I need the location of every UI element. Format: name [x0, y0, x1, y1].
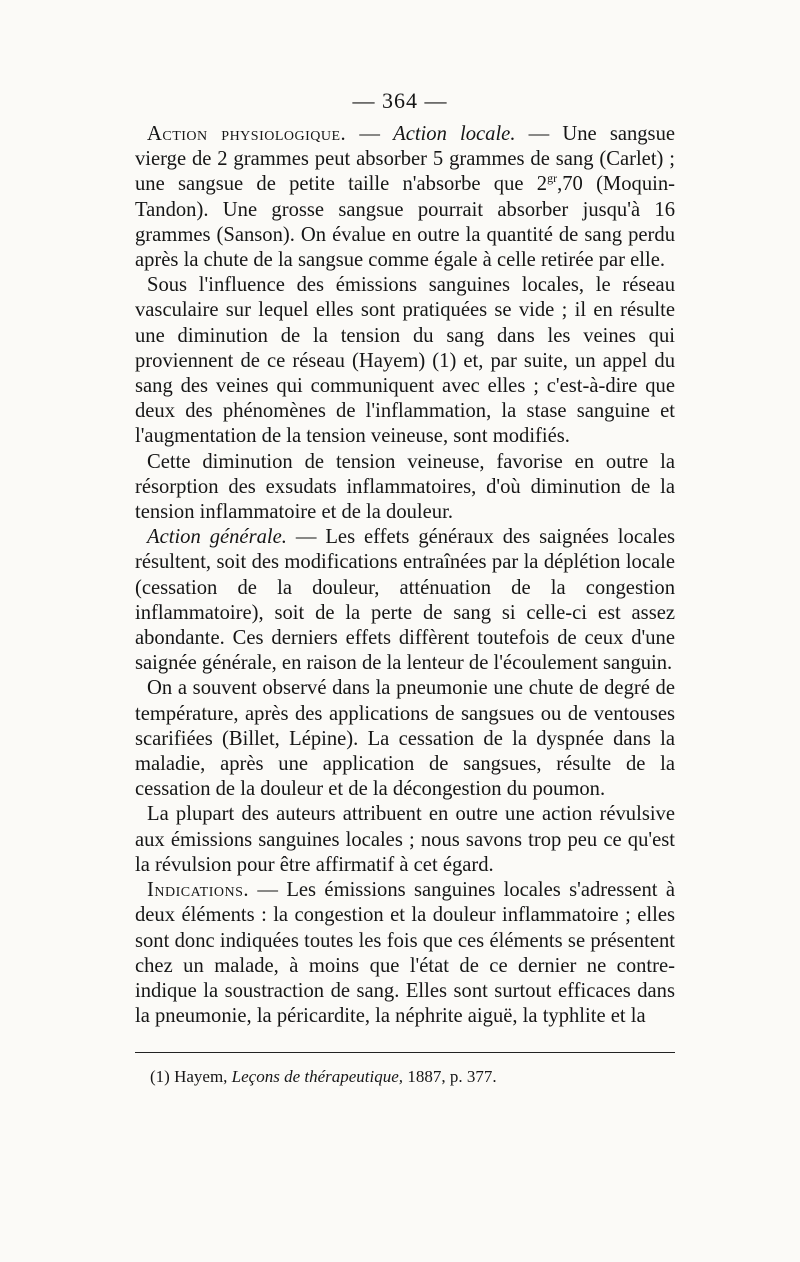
- footnote-marker: (1): [150, 1067, 175, 1086]
- paragraph-pneumonia: [135, 676, 675, 802]
- paragraph-venous-tension: [135, 450, 675, 526]
- footnote-reference: 1887, p. 377.: [403, 1067, 497, 1086]
- body-text: [135, 122, 675, 1029]
- paragraph-text: — Les effets généraux des saignées locales résultent, soit des modifications entraînées par la déplétion locale (cessation de la douleur, atténuation de la congestion inflammatoire), soit de la perte de sang si celle-ci est assez abondante. Ces derniers effets diffèrent toutefois de ceux d'une saignée générale, en raison de la lenteur de l'écoulement sanguin.: [135, 526, 675, 675]
- subsection-heading: Action générale.: [147, 526, 287, 549]
- footnote-title: Leçons de thérapeutique,: [231, 1067, 404, 1086]
- page-number: — 364 —: [352, 88, 448, 113]
- subsection-heading: Action locale.: [393, 123, 516, 145]
- paragraph-physiological-action: [135, 122, 675, 273]
- footnote-author: Hayem,: [174, 1067, 232, 1086]
- paragraph-revulsion: [135, 802, 675, 878]
- section-heading: Action physiologique.: [147, 123, 347, 145]
- footnote: [150, 1066, 670, 1088]
- paragraph-text: Sous l'influence des émissions sanguines locales, le réseau vasculaire sur lequel elles sont pratiquées se vide ; il en résulte une diminution de la tension du sang dans les veines qui proviennent de ce réseau (Hayem) (1) et, par suite, un appel du sang des veines qui communiquent avec elles ; c'est-à-dire que deux des phénomènes de l'inflammation, la stase sanguine et l'augmentation de la tension veineuse, sont modifiés.: [135, 274, 675, 448]
- paragraph-text: — Les émissions sanguines locales s'adressent à deux éléments : la congestion et la douleur inflammatoire ; elles sont donc indiquées toutes les fois que ces éléments se présentent chez un malade, à moins que l'état de ce dernier ne contre-indique la soustraction de sang. Elles sont surtout efficaces dans la pneumonie, la péricardite, la néphrite aiguë, la typhlite et la: [135, 879, 675, 1028]
- paragraph-local-emissions: [135, 273, 675, 449]
- paragraph-text: Cette diminution de tension veineuse, favorise en outre la résorption des exsudats inflammatoires, d'où diminution de la tension inflammatoire et de la douleur.: [135, 450, 675, 524]
- paragraph-text: On a souvent observé dans la pneumonie une chute de degré de température, après des applications de sangsues ou de ventouses scarifiées (Billet, Lépine). La cessation de la dyspnée dans la maladie, après une application de sangsues, résulte de la cessation de la douleur et de la décongestion du poumon.: [135, 677, 675, 801]
- paragraph-indications: [135, 878, 675, 1029]
- dash: —: [346, 123, 394, 145]
- superscript-unit: gr: [547, 171, 558, 186]
- paragraph-general-action: [135, 525, 675, 676]
- section-heading: Indications.: [147, 879, 250, 902]
- paragraph-text-continued: ,70 (Moquin-Tandon). Une grosse sangsue pourrait absorber jusqu'à 16 grammes (Sanson). On évalue en outre la quantité de sang perdu après la chute de la sangsue comme égale à celle retirée par elle.: [135, 173, 676, 272]
- footnote-rule: [135, 1052, 675, 1053]
- paragraph-text: La plupart des auteurs attribuent en outre une action révulsive aux émissions sanguines locales ; nous savons trop peu ce qu'est la révulsion pour être affirmatif à cet égard.: [135, 803, 675, 876]
- paragraph-text: — Une sangsue vierge de 2 grammes peut absorber 5 grammes de sang (Carlet) ; une sangsue de petite taille n'absorbe que 2: [135, 123, 676, 196]
